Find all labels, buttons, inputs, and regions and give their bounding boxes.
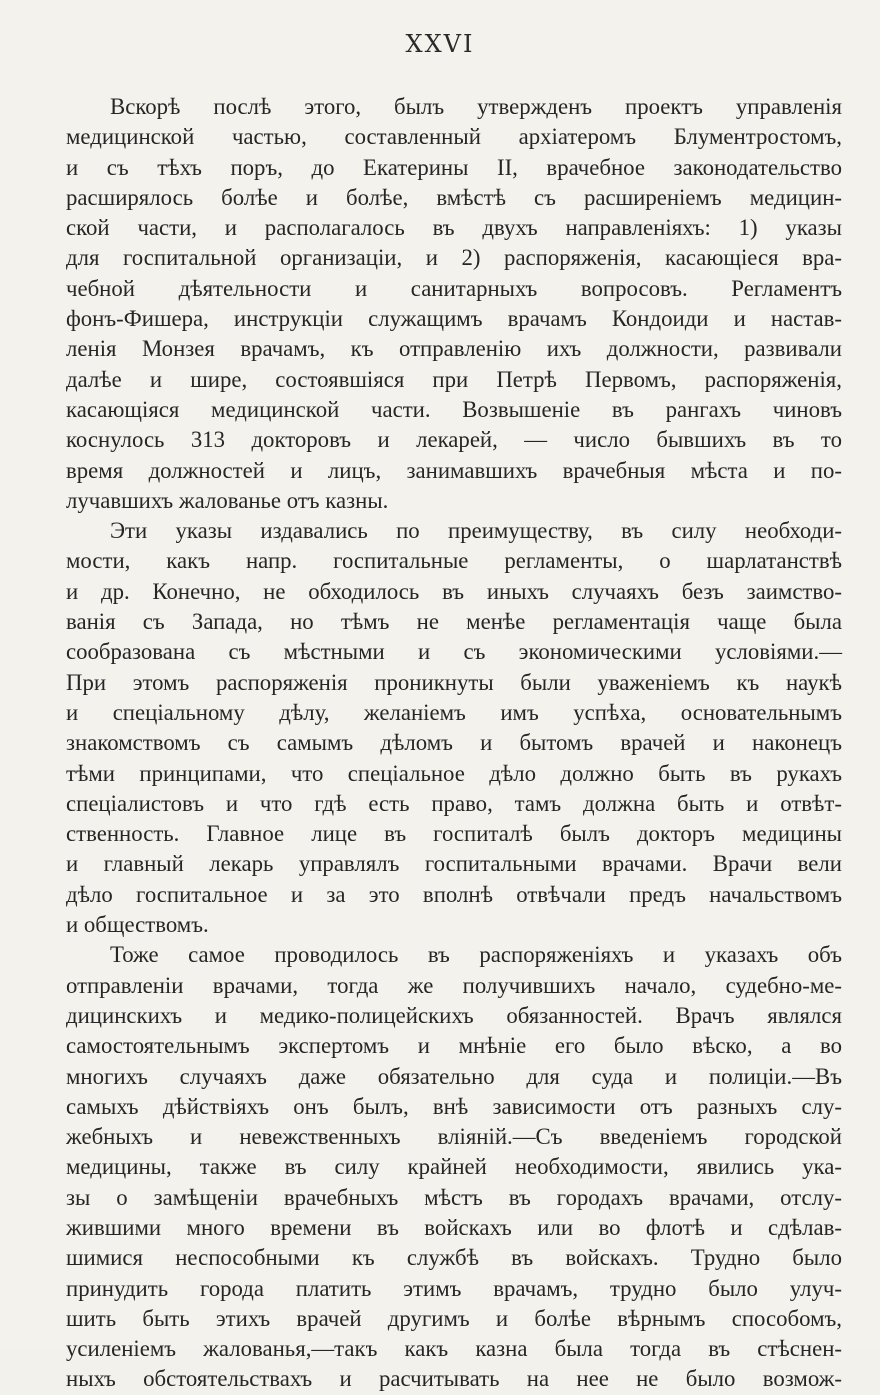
text-line: лучавшихъ жалованье отъ казны.: [66, 487, 389, 513]
text-line: и спеціальному дѣлу, желаніемъ имъ успѣха, основательнымъ: [66, 699, 842, 725]
paragraph: [66, 516, 842, 940]
text-line: далѣе и шире, состоявшіяся при Петрѣ Первомъ, распоряженія,: [66, 366, 842, 392]
page-number: XXVI: [405, 30, 475, 58]
text-line: чебной дѣятельности и санитарныхъ вопросовъ. Регламентъ: [66, 275, 842, 301]
text-line: шимися неспособными къ службѣ въ войскахъ. Трудно было: [66, 1245, 842, 1271]
text-line: и съ тѣхъ поръ, до Екатерины II, врачебное законодательство: [66, 154, 842, 180]
text-line: ственность. Главное лице въ госпиталѣ былъ докторъ медицины: [66, 821, 842, 847]
text-line: фонъ-Фишера, инструкціи служащимъ врачамъ Кондоиди и настав-: [66, 306, 842, 332]
text-line: знакомствомъ съ самымъ дѣломъ и бытомъ врачей и наконецъ: [66, 730, 842, 756]
text-line: медицины, также въ силу крайней необходимости, явились ука-: [66, 1154, 842, 1180]
text-line: время должностей и лицъ, занимавшихъ врачебныя мѣста и по-: [66, 457, 842, 483]
text-line: касающіяся медицинской части. Возвышеніе въ рангахъ чиновъ: [66, 396, 842, 422]
text-line: зы о замѣщеніи врачебныхъ мѣстъ въ городахъ врачами, отслу-: [66, 1184, 842, 1210]
text-line: сообразована съ мѣстными и съ экономическими условіями.—: [66, 639, 842, 665]
text-line: мости, какъ напр. госпитальные регламенты, о шарлатанствѣ: [66, 548, 842, 574]
text-line: ской части, и располагалось въ двухъ направленіяхъ: 1) указы: [66, 215, 842, 241]
text-line: Вскорѣ послѣ этого, былъ утвержденъ проектъ управленія: [110, 94, 842, 119]
text-line: принудить города платить этимъ врачамъ, трудно было улуч-: [66, 1275, 842, 1301]
text-line: расширялось болѣе и болѣе, вмѣстѣ съ расширеніемъ медицин-: [66, 184, 842, 210]
text-line: медицинской частью, составленный архіатеромъ Блументростомъ,: [66, 124, 842, 150]
text-line: ленія Монзея врачамъ, къ отправленію ихъ должности, развивали: [66, 336, 842, 362]
text-line: самостоятельнымъ экспертомъ и мнѣніе его было вѣско, а во: [66, 1033, 842, 1059]
paragraph: [66, 92, 842, 516]
text-line: При этомъ распоряженія проникнуты были уваженіемъ къ наукѣ: [66, 669, 842, 695]
text-line: Эти указы издавались по преимуществу, въ силу необходи-: [110, 518, 842, 544]
paragraph: [66, 940, 842, 1394]
body-text: [66, 92, 842, 1395]
text-line: дицинскихъ и медико-полицейскихъ обязанностей. Врачъ являлся: [66, 1002, 842, 1028]
text-line: спеціалистовъ и что гдѣ есть право, тамъ должна быть и отвѣт-: [66, 790, 842, 816]
text-line: жебныхъ и невежственныхъ вліяній.—Съ введеніемъ городской: [66, 1124, 842, 1150]
text-line: ванія съ Запада, но тѣмъ не менѣе регламентація чаще была: [66, 609, 842, 635]
text-line: усиленіемъ жалованья,—такъ какъ казна была тогда въ стѣснен-: [66, 1336, 842, 1362]
text-line: тѣми принципами, что спеціальное дѣло должно быть въ рукахъ: [66, 760, 842, 786]
text-line: Тоже самое проводилось въ распоряженіяхъ и указахъ объ: [110, 942, 842, 968]
text-line: самыхъ дѣйствіяхъ онъ былъ, внѣ зависимости отъ разныхъ слу-: [66, 1093, 842, 1119]
text-line: и др. Конечно, не обходилось въ иныхъ случаяхъ безъ заимство-: [66, 578, 842, 604]
text-line: жившими много времени въ войскахъ или во флотѣ и сдѣлав-: [66, 1214, 842, 1240]
text-line: ныхъ обстоятельствахъ и расчитывать на нее не было возмож-: [66, 1366, 842, 1392]
text-line: отправленіи врачами, тогда же получившихъ начало, судебно-ме-: [66, 972, 842, 998]
text-line: многихъ случаяхъ даже обязательно для суда и полиціи.—Въ: [66, 1063, 842, 1089]
text-line: и обществомъ.: [66, 912, 209, 938]
text-line: коснулось 313 докторовъ и лекарей, — число бывшихъ въ то: [66, 427, 842, 453]
text-line: шить быть этихъ врачей другимъ и болѣе вѣрнымъ способомъ,: [66, 1305, 842, 1331]
text-line: и главный лекарь управлялъ госпитальными врачами. Врачи вели: [66, 851, 842, 877]
text-line: для госпитальной организаціи, и 2) распоряженія, касающіеся вра-: [66, 245, 842, 271]
text-line: дѣло госпитальное и за это вполнѣ отвѣчали предъ начальствомъ: [66, 881, 842, 907]
